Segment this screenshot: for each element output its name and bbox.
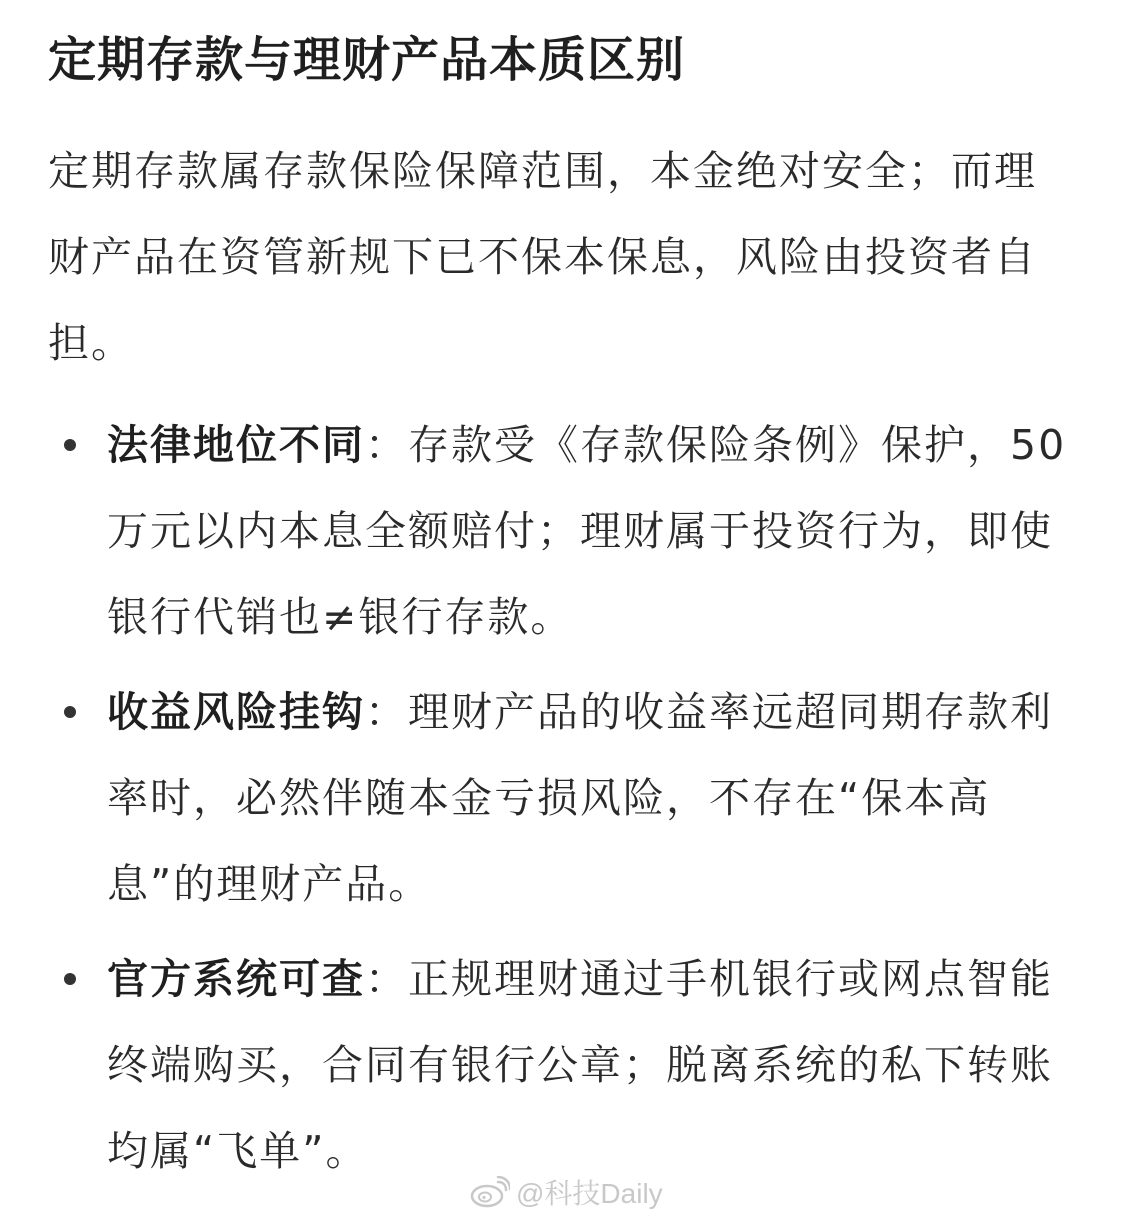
bullet-body: 正规理财通过手机银行或网点智能终端购买，合同有银行公章；脱离系统的私下转账均属“飞单”。 bbox=[107, 955, 1053, 1175]
bullet-body: 理财产品的收益率远超同期存款利率时，必然伴随本金亏损风险，不存在“保本高息”的理财产品。 bbox=[107, 688, 1053, 908]
watermark bbox=[470, 1172, 663, 1212]
bullet-dot-icon bbox=[64, 973, 76, 985]
bullet-item-legal-status bbox=[0, 402, 1082, 660]
article-intro: 定期存款属存款保险保障范围，本金绝对安全；而理财产品在资管新规下已不保本保息，风险由投资者自担。 bbox=[48, 147, 1037, 367]
bullet-dot-icon bbox=[64, 439, 76, 451]
bullet-heading: 官方系统可查 bbox=[107, 955, 365, 1003]
bullet-heading: 法律地位不同 bbox=[107, 421, 365, 469]
bullet-heading: 收益风险挂钩 bbox=[107, 688, 365, 736]
bullet-separator: ： bbox=[365, 688, 408, 736]
bullet-separator: ： bbox=[365, 421, 408, 469]
bullet-item-return-risk bbox=[0, 669, 1082, 927]
bullet-dot-icon bbox=[64, 706, 76, 718]
article-title: 定期存款与理财产品本质区别 bbox=[48, 32, 686, 88]
bullet-item-official-system bbox=[0, 936, 1082, 1194]
bullet-separator: ： bbox=[365, 955, 408, 1003]
watermark-text: @科技Daily bbox=[516, 1178, 663, 1209]
weibo-logo-icon bbox=[470, 1176, 510, 1208]
bullet-list bbox=[0, 402, 1140, 1203]
bullet-body: 存款受《存款保险条例》保护，50万元以内本息全额赔付；理财属于投资行为，即使银行代销也≠银行存款。 bbox=[107, 421, 1067, 641]
